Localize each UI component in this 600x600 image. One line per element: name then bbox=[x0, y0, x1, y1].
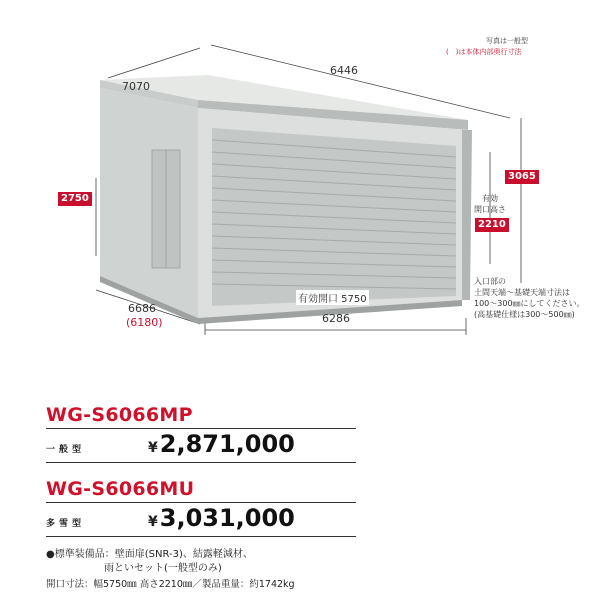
price-value: 3,031,000 bbox=[159, 504, 295, 532]
photo-note: 写真は一般型 bbox=[486, 37, 528, 45]
side-height-badge: 2750 bbox=[58, 192, 92, 206]
top-width-label: 6446 bbox=[330, 64, 358, 77]
entrance-note-4: (高基礎仕様は300～500㎜) bbox=[474, 310, 575, 319]
price-heavy-snow bbox=[148, 504, 295, 532]
effective-height-badge: 2210 bbox=[475, 218, 509, 232]
yen-symbol: ¥ bbox=[148, 514, 158, 530]
yen-symbol: ¥ bbox=[148, 440, 158, 456]
top-depth-label: 7070 bbox=[122, 80, 150, 93]
model-name-heavy-snow: WG-S6066MU bbox=[46, 478, 195, 500]
variant-heavy-snow: 多雪型 bbox=[46, 519, 86, 529]
divider bbox=[46, 502, 356, 503]
bottom-depth-label: 6686 bbox=[128, 302, 156, 315]
spec-line-3: 開口寸法：幅5750㎜ 高さ2210㎜／製品重量：約1742kg bbox=[46, 579, 295, 590]
divider bbox=[46, 428, 356, 429]
effective-height-label-2: 開口高さ bbox=[474, 205, 506, 214]
divider bbox=[46, 462, 356, 463]
spec-line-2: 雨といセット(一般型のみ) bbox=[104, 563, 222, 574]
bottom-depth-inner-label: (6180) bbox=[126, 316, 163, 329]
model-name-standard: WG-S6066MP bbox=[46, 404, 193, 426]
bottom-width-label: 6286 bbox=[322, 312, 350, 325]
opening-width-label: 有効開口 5750 bbox=[296, 290, 369, 305]
entrance-note-3: 100～300㎜にしてください。 bbox=[474, 299, 585, 308]
entrance-note-1: 入口部の bbox=[474, 277, 506, 286]
divider bbox=[46, 536, 356, 537]
entrance-note-2: 土間天端～基礎天端寸法は bbox=[474, 288, 570, 297]
price-value: 2,871,000 bbox=[159, 430, 295, 458]
price-standard bbox=[148, 430, 295, 458]
variant-standard: 一般型 bbox=[46, 445, 86, 455]
paren-note: ( )は本体内部奥行寸法 bbox=[446, 48, 522, 56]
spec-line-1: ●標準装備品：壁面扉(SNR-3)、結露軽減材、 bbox=[46, 549, 253, 560]
right-height-badge: 3065 bbox=[505, 170, 539, 184]
effective-height-label-1: 有効 bbox=[482, 194, 498, 203]
